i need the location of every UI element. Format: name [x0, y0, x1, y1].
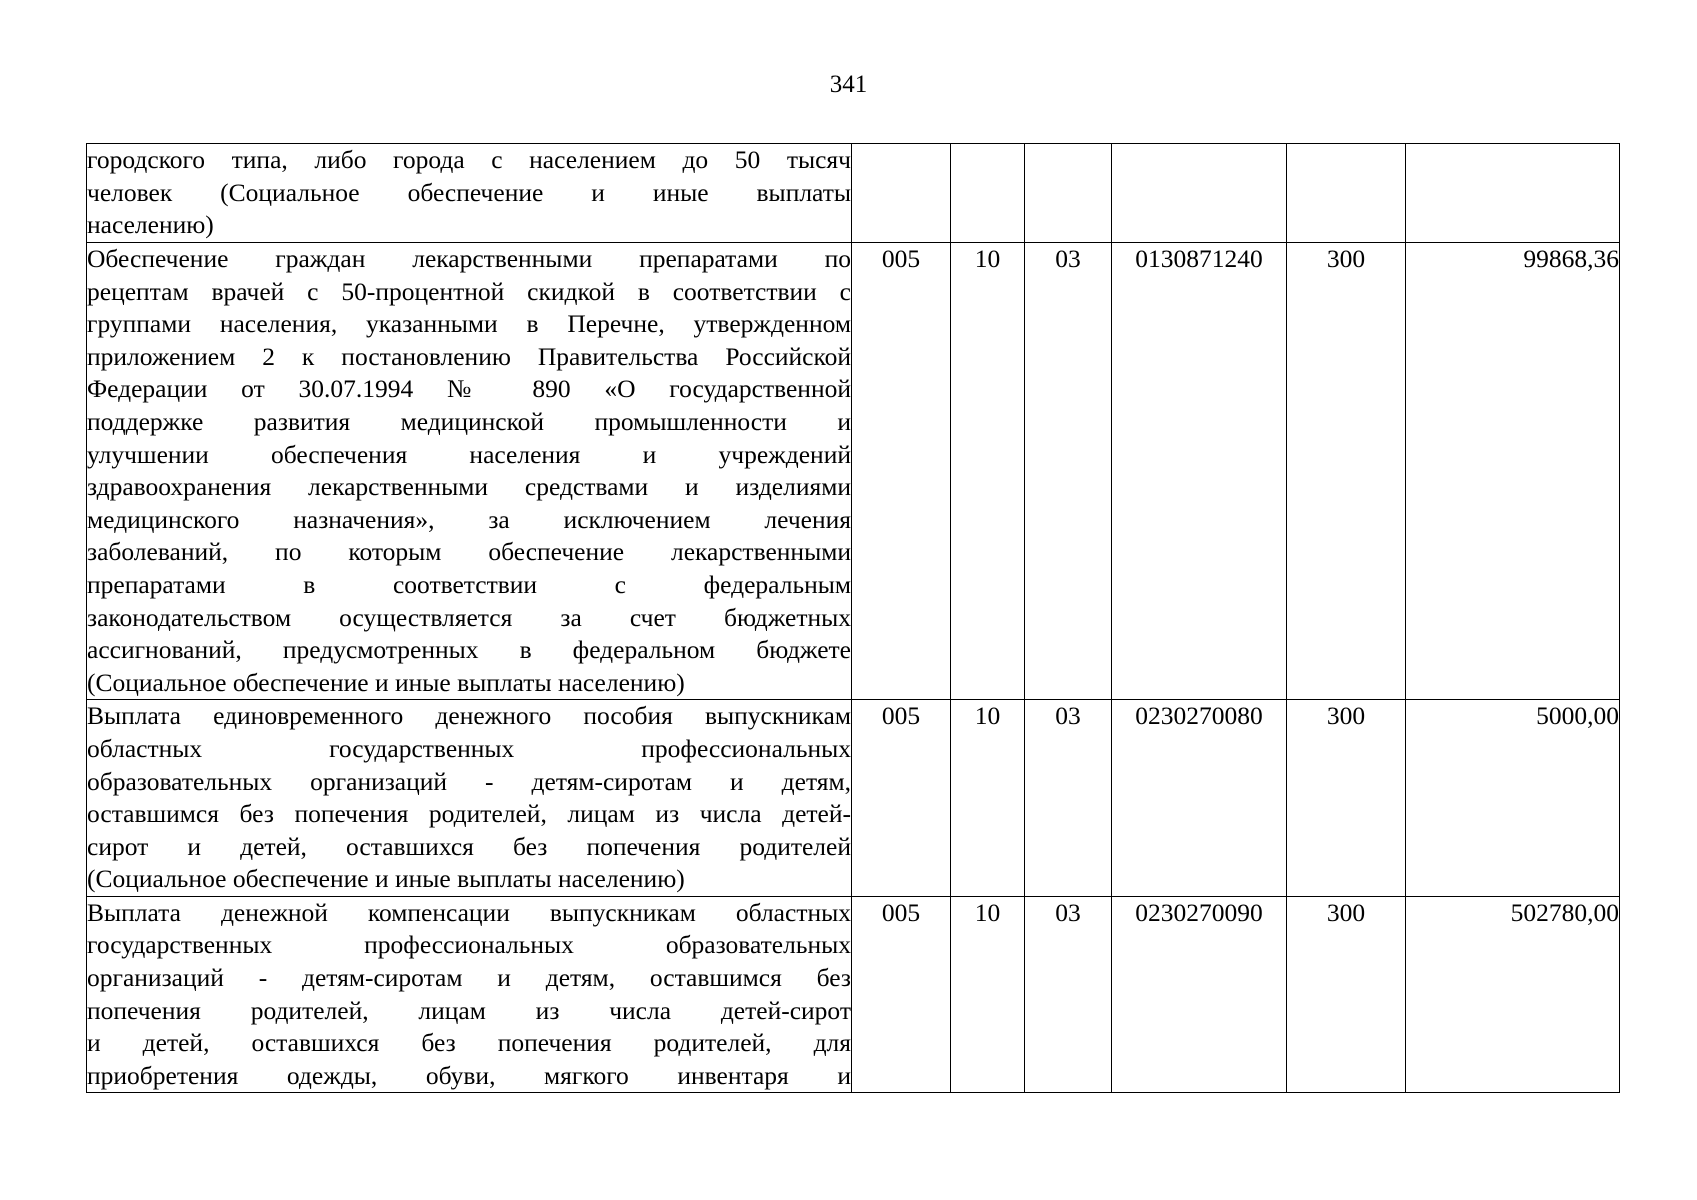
admin-code-cell: 005	[852, 243, 951, 700]
description-line: населению)	[87, 210, 214, 240]
expense-type-cell: 300	[1287, 243, 1406, 700]
description-line: группами населения, указанными в Перечне, утвержденном	[87, 309, 851, 339]
description-line: Федерации от 30.07.1994 № 890 «О государственной	[87, 374, 851, 404]
description-line: ассигнований, предусмотренных в федеральном бюджете	[87, 635, 851, 665]
amount-cell: 99868,36	[1406, 243, 1620, 700]
page-number: 341	[829, 71, 868, 98]
description-line: медицинского назначения», за исключением лечения	[87, 504, 851, 534]
target-item-cell: 0130871240	[1112, 243, 1287, 700]
description-line: государственных профессиональных образовательных	[87, 930, 851, 960]
description-line: попечения родителей, лицам из числа детей-сирот	[87, 995, 851, 1025]
description-line: приложением 2 к постановлению Правительства Российской	[87, 341, 851, 371]
subsection-code-cell: 03	[1025, 700, 1112, 897]
row-description	[87, 144, 852, 243]
description-line: и детей, оставшихся без попечения родителей, для	[87, 1028, 851, 1058]
description-line: (Социальное обеспечение и иные выплаты населению)	[87, 864, 685, 894]
description-line: (Социальное обеспечение и иные выплаты населению)	[87, 667, 685, 697]
description-line: Выплата единовременного денежного пособия выпускникам	[87, 701, 851, 731]
amount-cell	[1406, 144, 1620, 243]
description-line: рецептам врачей с 50-процентной скидкой в соответствии с	[87, 276, 851, 306]
table-row	[87, 243, 1620, 700]
subsection-code-cell: 03	[1025, 243, 1112, 700]
description-line: Выплата денежной компенсации выпускникам областных	[87, 897, 851, 927]
section-code-cell: 10	[951, 896, 1025, 1093]
table-row	[87, 144, 1620, 243]
section-code-cell: 10	[951, 700, 1025, 897]
description-line: Обеспечение граждан лекарственными препаратами по	[87, 244, 851, 273]
description-line: сирот и детей, оставшихся без попечения родителей	[87, 831, 851, 861]
row-description	[87, 896, 852, 1093]
description-line: препаратами в соответствии с федеральным	[87, 569, 851, 599]
row-description	[87, 243, 852, 700]
expense-type-cell: 300	[1287, 700, 1406, 897]
description-line: городского типа, либо города с населением до 50 тысяч	[87, 145, 851, 174]
expense-type-cell: 300	[1287, 896, 1406, 1093]
admin-code-cell: 005	[852, 700, 951, 897]
description-line: оставшимся без попечения родителей, лицам из числа детей-	[87, 799, 851, 829]
description-line: здравоохранения лекарственными средствами и изделиями	[87, 472, 851, 502]
admin-code-cell	[852, 144, 951, 243]
description-line: законодательством осуществляется за счет бюджетных	[87, 602, 851, 632]
target-item-cell: 0230270080	[1112, 700, 1287, 897]
row-description	[87, 700, 852, 897]
amount-cell: 502780,00	[1406, 896, 1620, 1093]
description-line: организаций - детям-сиротам и детям, оставшимся без	[87, 963, 851, 993]
expense-type-cell	[1287, 144, 1406, 243]
admin-code-cell: 005	[852, 896, 951, 1093]
budget-table	[86, 143, 1620, 1093]
description-line: приобретения одежды, обуви, мягкого инвентаря и	[87, 1060, 851, 1090]
description-line: человек (Социальное обеспечение и иные выплаты	[87, 177, 851, 207]
table-row	[87, 700, 1620, 897]
section-code-cell: 10	[951, 243, 1025, 700]
target-item-cell	[1112, 144, 1287, 243]
subsection-code-cell: 03	[1025, 896, 1112, 1093]
section-code-cell	[951, 144, 1025, 243]
description-line: поддержке развития медицинской промышленности и	[87, 406, 851, 436]
target-item-cell: 0230270090	[1112, 896, 1287, 1093]
description-line: заболеваний, по которым обеспечение лекарственными	[87, 537, 851, 567]
amount-cell: 5000,00	[1406, 700, 1620, 897]
description-line: областных государственных профессиональных	[87, 733, 851, 763]
description-line: образовательных организаций - детям-сиротам и детям,	[87, 766, 851, 796]
table-row	[87, 896, 1620, 1093]
description-line: улучшении обеспечения населения и учреждений	[87, 439, 851, 469]
subsection-code-cell	[1025, 144, 1112, 243]
